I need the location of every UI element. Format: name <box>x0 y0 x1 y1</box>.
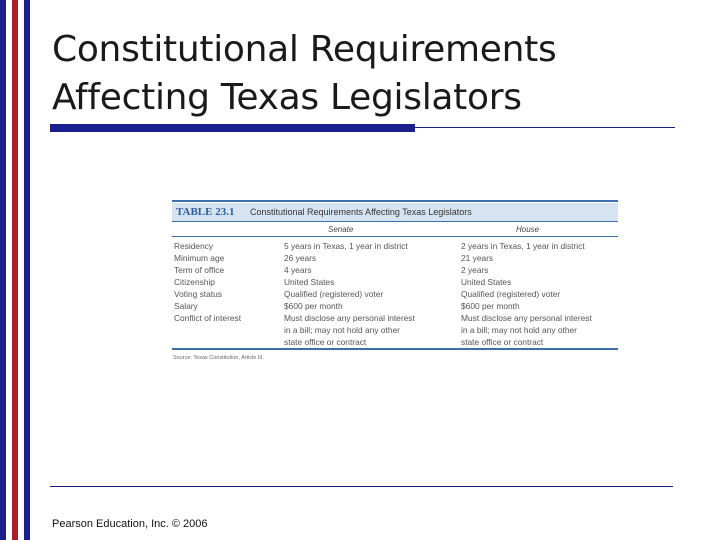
row-label: Term of office <box>174 265 225 275</box>
table-number: TABLE 23.1 <box>176 206 235 218</box>
table-row <box>174 276 618 288</box>
footer-rule <box>50 486 673 487</box>
house-cell-line: in a bill; may not hold any other <box>461 325 577 335</box>
house-cell-line: state office or contract <box>461 337 544 347</box>
row-label: Minimum age <box>174 253 225 263</box>
house-cell: United States <box>461 277 512 287</box>
requirements-table <box>172 200 618 366</box>
senate-cell: Qualified (registered) voter <box>284 289 384 299</box>
row-label: Citizenship <box>174 277 215 287</box>
table-row <box>174 252 618 264</box>
house-cell: 21 years <box>461 253 494 263</box>
table-top-rule <box>172 200 618 202</box>
senate-cell <box>284 312 461 348</box>
table-row <box>174 300 618 312</box>
row-label: Voting status <box>174 289 222 299</box>
row-label: Salary <box>174 301 198 311</box>
senate-cell: 5 years in Texas, 1 year in district <box>284 241 408 251</box>
column-header-senate: Senate <box>328 225 354 234</box>
row-label: Conflict of interest <box>174 313 242 323</box>
table-source-note: Source: Texas Constitution, Article III. <box>173 355 264 361</box>
house-cell: $600 per month <box>461 301 520 311</box>
table-header-rule <box>172 221 618 222</box>
column-header-rule <box>172 236 618 237</box>
table-row <box>174 240 618 252</box>
slide-title <box>52 26 692 122</box>
senate-cell: 26 years <box>284 253 317 263</box>
table-row <box>174 264 618 276</box>
table-body <box>174 240 618 348</box>
house-cell: 2 years <box>461 265 489 275</box>
table-bottom-rule <box>172 348 618 350</box>
footer-copyright: Pearson Education, Inc. © 2006 <box>52 518 208 530</box>
row-label: Residency <box>174 241 214 251</box>
title-line-2: Affecting Texas Legislators <box>52 77 522 118</box>
senate-cell: $600 per month <box>284 301 343 311</box>
senate-cell-line: in a bill; may not hold any other <box>284 325 400 335</box>
senate-cell-line: Must disclose any personal interest <box>284 313 415 323</box>
senate-cell-line: state office or contract <box>284 337 367 347</box>
senate-cell: United States <box>284 277 335 287</box>
house-cell: 2 years in Texas, 1 year in district <box>461 241 585 251</box>
title-line-1: Constitutional Requirements <box>52 29 557 70</box>
house-cell <box>461 312 618 348</box>
senate-cell: 4 years <box>284 265 312 275</box>
title-underline-thin <box>415 127 675 128</box>
table-row <box>174 312 618 348</box>
house-cell: Qualified (registered) voter <box>461 289 561 299</box>
table-row <box>174 288 618 300</box>
left-stripe-white-3 <box>30 0 35 540</box>
table-header-bar <box>172 203 618 221</box>
column-header-house: House <box>516 225 540 234</box>
house-cell-line: Must disclose any personal interest <box>461 313 592 323</box>
title-underline-thick <box>50 124 415 132</box>
table-caption: Constitutional Requirements Affecting Texas Legislators <box>250 207 472 217</box>
